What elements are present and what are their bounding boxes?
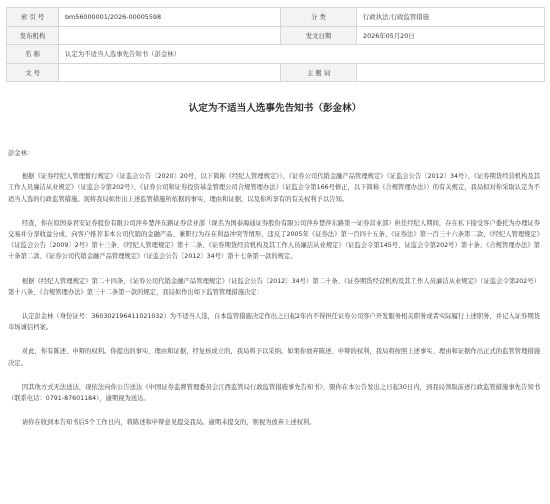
doc-no-value bbox=[59, 63, 281, 82]
category-value: 行政执法;行政监管措施 bbox=[357, 8, 545, 27]
index-value: bm56000001/2026-00005598 bbox=[59, 8, 281, 27]
document-title: 认定为不适当人选事先告知书（彭金林） bbox=[188, 103, 362, 114]
metadata-row-docno bbox=[7, 63, 545, 82]
salutation: 彭金林： bbox=[8, 150, 34, 157]
keywords-value bbox=[357, 63, 545, 82]
paragraph-legal-basis: 根据《证券经纪人管理暂行规定》（证监会公告〔2020〕20号，以下简称《经纪人管理规定》）、《证券公司代销金融产品管理规定》（证监会公告〔2012〕34号）、《证券期货经营机构及其工作人员廉洁从业规定》（证监会令第202号）、《证券公司和证券投资基金管理公司合规管理办法》（证监会令第166号修正，以下简称《合规管理办法》）的有关规定，我局拟对你采取认定为不适当人选的行政监管措施。现将我局拟作出上述监管措施所依据的事实、理由和证据，以及你所享有的有关权利予以告知。 bbox=[8, 173, 540, 203]
metadata-table bbox=[6, 7, 545, 82]
doc-no-label: 文 号 bbox=[7, 63, 59, 82]
keywords-label: 主 题 词 bbox=[281, 63, 357, 82]
issuer-value bbox=[59, 26, 281, 45]
paragraph-deadline: 请你在收到本告知书后5个工作日内，将陈述和申辩意见提交我局。逾期未提交的，则视为放弃上述权利。 bbox=[21, 419, 316, 427]
document-body bbox=[8, 148, 540, 441]
metadata-row-issuer bbox=[7, 26, 545, 45]
metadata-row-index bbox=[7, 8, 545, 27]
date-value: 2026年05月20日 bbox=[357, 26, 545, 45]
name-value: 认定为不适当人选事先告知书（彭金林） bbox=[59, 45, 545, 64]
paragraph-service: 因其他方式无法送达，现依法向你公告送达《中国证券监督管理委员会江西监管局行政监管措施事先告知书》，限你在本公告发出之日起30日内，到我局领取前述行政监管措施事先告知书（联系电话：0791-87601184），逾期视为送达。 bbox=[8, 383, 540, 403]
paragraph-rights: 对此，你有陈述、申辩的权利。你提出的事实、理由和证据，经复核成立的，我局将予以采纳。如果你放弃陈述、申辩的权利，我局将按照上述事实、理由和证据作出正式的监管管理措施决定。 bbox=[8, 348, 540, 367]
paragraph-provisions: 根据《经纪人管理规定》第二十四条、《证券公司代销金融产品管理规定》（证监会公告〔2012〕34号）第二十条、《证券期货经营机构及其工作人员廉洁从业规定》（证监会令第202号）第十八条、《合规管理办法》第三十二条第一款的规定，我局拟作出如下监管管理措施决定： bbox=[8, 277, 540, 296]
date-label: 发文日期 bbox=[281, 26, 357, 45]
category-label: 分 类 bbox=[281, 8, 357, 27]
paragraph-facts: 经查，你在原国泰君安证券股份有限公司萍乡楚萍东路证券营业部（现名为国泰海通证券股份有限公司萍乡楚萍东路第一证券营业部）担任经纪人期间，存在私下接受客户委托为办理证券交易并分享收益分成、向客户推荐非本公司代销的金融产品、兼职行为存在利益冲突等情形，违反了2005年《证券法》第一百四十五条、《证券法》第一百三十六条第二款、《经纪人管理规定》《证监会公告〔2009〕2号》第十三条、《经纪人管理规定》第十二条、《证券期货经营机构及其工作人员廉洁从业规定》（证监会令第145号、证监会令第202号）第十条、《合规管理办法》第十条第二款、《证券公司代销金融产品管理规定》（证监会公告〔2012〕34号）第十七条第一款的规定。 bbox=[8, 219, 540, 261]
issuer-label: 发布机构 bbox=[7, 26, 59, 45]
metadata-row-name bbox=[7, 45, 545, 64]
paragraph-decision: 认定彭金林（身份证号：360302196411021032）为不适当人选，自本监管措施决定作出之日起2年内不得担任证券公司客户开发服务相关职务或者实际履行上述职务，并记入证券期货市场诚信档案。 bbox=[8, 313, 540, 332]
index-label: 索 引 号 bbox=[7, 8, 59, 27]
name-label: 名 称 bbox=[7, 45, 59, 64]
